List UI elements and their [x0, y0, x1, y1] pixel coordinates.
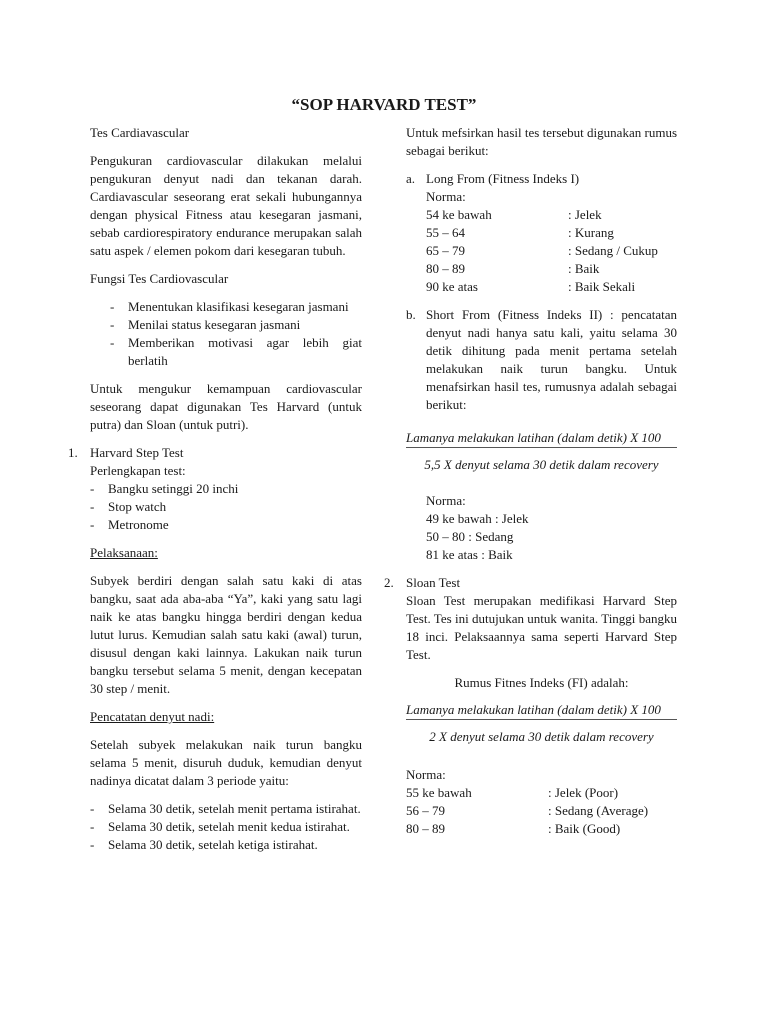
paragraph-intro: Untuk mefsirkan hasil tes tersebut digunakan rumus sebagai berikut:	[406, 125, 677, 158]
periode-list	[90, 800, 362, 854]
formula-numerator: Lamanya melakukan latihan (dalam detik) X 100	[406, 702, 677, 720]
table-row: 90 ke atas : Baik Sekali	[426, 279, 636, 294]
left-column	[68, 124, 362, 854]
paragraph-pengukuran: Pengukuran cardiovascular dilakukan melalui pengukuran denyut nadi dan tekanan darah. Cardiavascular seseorang erat sekali hubungannya dengan physical Fitness atau kesegaran jasmani, sebab cardiorespiratory endurance merupakan salah satu aspek / elemen pokom dari kesegaran tubuh.	[90, 153, 362, 258]
formula-denominator: 5,5 X denyut selama 30 detik dalam recovery	[424, 457, 659, 472]
fungsi-list	[90, 298, 362, 370]
section-label: b.	[406, 307, 416, 322]
list-item: - Stop watch	[90, 499, 167, 514]
heading-tes-cardiovascular: Tes Cardiavascular	[90, 125, 190, 140]
paragraph-untuk-mengukur: Untuk mengukur kemampuan cardiovascular seseorang dapat digunakan Tes Harvard (untuk putra) dan Sloan (untuk putri).	[90, 381, 362, 432]
section-title: Long From (Fitness Indeks I)	[426, 171, 580, 186]
norma-row: 49 ke bawah : Jelek	[426, 511, 529, 526]
table-row: 80 – 89 : Baik	[426, 261, 600, 276]
document-title: “SOP HARVARD TEST”	[291, 95, 477, 114]
section-title: Harvard Step Test	[90, 445, 184, 460]
right-column	[384, 124, 677, 838]
table-row: 56 – 79 : Sedang (Average)	[406, 803, 649, 818]
norma-table	[406, 784, 677, 838]
pelaksanaan-text: Subyek berdiri dengan salah satu kaki di atas bangku, saat ada aba-aba “Ya”, kaki yang satu lagi naik ke atas bangku hingga berdiri dengan kedua lutut lurus. Kemudian salah satu kaki (awal) turun, disusul dengan kaki lainnya. Lakukan naik turun bangku tersebut selama 5 menit, dengan kecepatan 30 step / menit.	[90, 573, 362, 696]
norma-row: 50 – 80 : Sedang	[426, 529, 514, 544]
table-row: 55 ke bawah : Jelek (Poor)	[406, 785, 619, 800]
list-item: - Selama 30 detik, setelah menit kedua istirahat.	[90, 819, 350, 834]
pencatatan-label: Pencatatan denyut nadi:	[90, 709, 215, 724]
pelaksanaan-label: Pelaksanaan:	[90, 545, 158, 560]
section-sloan	[384, 574, 677, 664]
section-harvard	[68, 444, 362, 854]
norma-label: Norma:	[426, 189, 466, 204]
formula-numerator: Lamanya melakukan latihan (dalam detik) X 100	[406, 430, 677, 448]
table-row: 55 – 64 : Kurang	[426, 225, 614, 240]
norma-table	[426, 206, 677, 296]
perlengkapan-list	[90, 480, 362, 534]
list-item: - Menilai status kesegaran jasmani	[110, 317, 301, 332]
norma-b	[406, 492, 677, 564]
section-label: a.	[406, 171, 416, 186]
list-item: - Selama 30 detik, setelah menit pertama istirahat.	[90, 801, 361, 816]
table-row: 80 – 89 : Baik (Good)	[406, 821, 621, 836]
norma-label: Norma:	[426, 493, 466, 508]
section-a	[406, 170, 677, 296]
table-row: 65 – 79 : Sedang / Cukup	[426, 243, 658, 258]
heading-fungsi: Fungsi Tes Cardiovascular	[90, 271, 229, 286]
list-item: - Bangku setinggi 20 inchi	[90, 481, 239, 496]
section-b	[406, 306, 677, 414]
pencatatan-text: Setelah subyek melakukan naik turun bangku selama 5 menit, disuruh duduk, kemudian denyut nadinya dicatat dalam 3 periode yaitu:	[90, 737, 362, 788]
section-title: Sloan Test	[406, 575, 461, 590]
list-item: - Menentukan klasifikasi kesegaran jasmani	[110, 299, 349, 314]
rumus-label: Rumus Fitnes Indeks (FI) adalah:	[454, 675, 629, 690]
section-text: Sloan Test merupakan medifikasi Harvard Step Test. Tes ini dutujukan untuk wanita. Tinggi bangku 18 inci. Pelaksaannya sama seperti Harvard Step Test.	[406, 593, 677, 662]
section-number: 1.	[68, 445, 78, 460]
list-item: - Selama 30 detik, setelah ketiga istirahat.	[90, 837, 318, 852]
formula-denominator: 2 X denyut selama 30 detik dalam recovery	[429, 729, 654, 744]
list-item: - Metronome	[90, 517, 169, 532]
list-item: - Memberikan motivasi agar lebih giat berlatih	[110, 335, 362, 368]
norma-label: Norma:	[406, 767, 446, 782]
section-number: 2.	[384, 575, 394, 590]
table-row: 54 ke bawah : Jelek	[426, 207, 602, 222]
norma-row: 81 ke atas : Baik	[426, 547, 513, 562]
section-text: Short From (Fitness Indeks II) : pencatatan denyut nadi hanya satu kali, yaitu selama 30 detik dihitung pada menit pertama setelah melakukan naik turun bangku. Untuk menafsirkan hasil tes, rumusnya adalah sebagai berikut:	[426, 307, 677, 412]
perlengkapan-label: Perlengkapan test:	[90, 463, 186, 478]
